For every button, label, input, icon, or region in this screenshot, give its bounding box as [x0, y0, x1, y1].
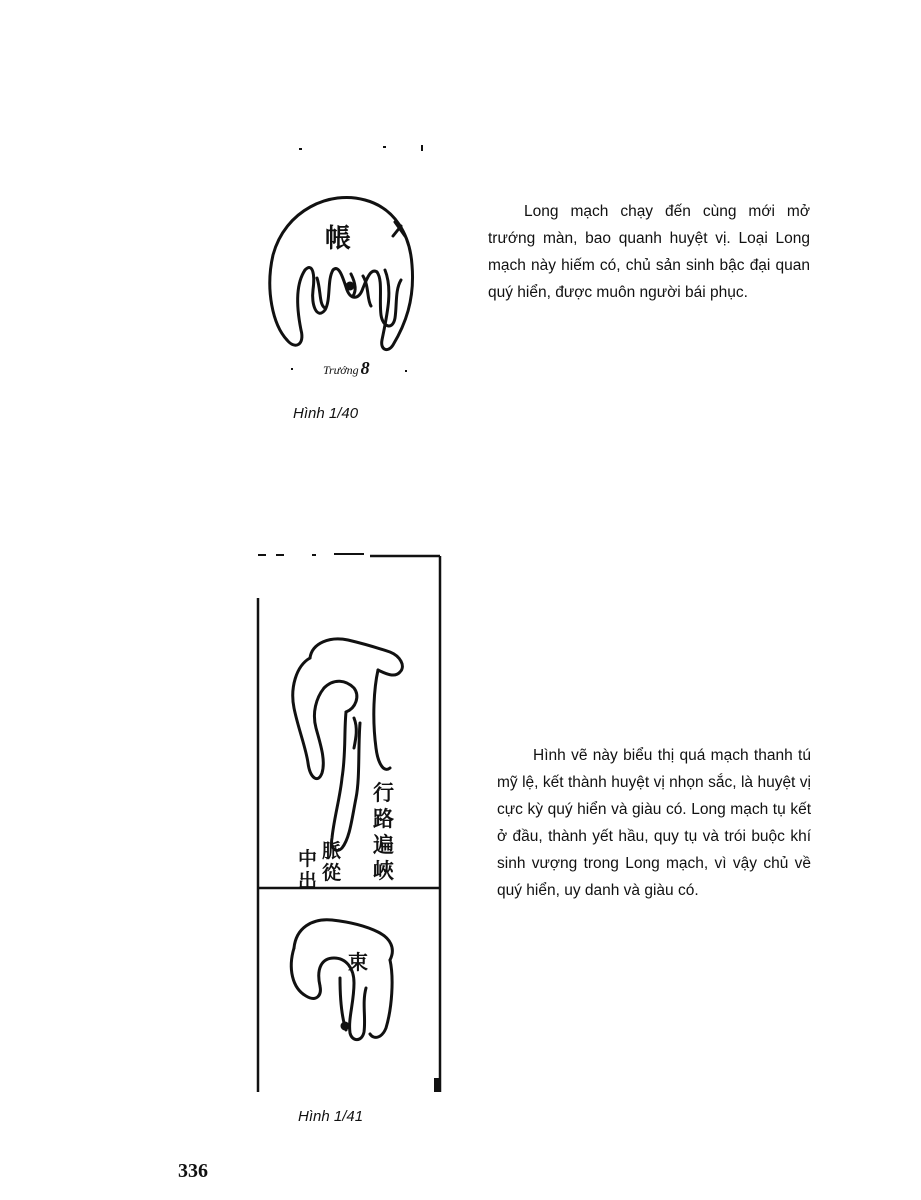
paragraph-1: Long mạch chạy đến cùng mới mở trướng màn, bao quanh huyệt vị. Loại Long mạch này hiếm có, chủ sản sinh bậc đại quan quý hiển, được muôn người bái phục. [488, 203, 810, 301]
figure-1-40-bottom-mark: 8 [360, 358, 370, 378]
figure-1-41-vertical-label: 行路遍峽 [373, 781, 394, 883]
paragraph-2: Hình vẽ này biểu thị quá mạch thanh tú mỹ lệ, kết thành huyệt vị nhọn sắc, là huyệt vị cực kỳ quý hiển và giàu có. Long mạch tụ kết ở đầu, thành yết hầu, quy tụ và trói buộc khí sinh vượng trong Long mạch, vì vậy chủ về quý hiển, uy danh và giàu có. [497, 747, 811, 899]
figure-1-40 [255, 140, 455, 400]
page-number: 336 [178, 1160, 208, 1182]
figure-1-41-left-label-col1: 中出 [298, 848, 318, 892]
figure-1-41-drawing [250, 548, 450, 1094]
figure-1-41 [250, 548, 450, 1094]
figure-1-41-lower-label: 束 [348, 950, 368, 974]
figure-1-40-bottom-label [323, 358, 370, 379]
figure-1-40-bottom-label-text: Trướng [323, 363, 359, 377]
figure-1-41-caption: Hình 1/41 [298, 1108, 364, 1125]
figure-1-41-left-label-col2: 脈從 [322, 840, 342, 884]
figure-1-40-caption: Hình 1/40 [293, 405, 359, 422]
figure-1-40-chinese-label: 帳 [325, 224, 352, 254]
